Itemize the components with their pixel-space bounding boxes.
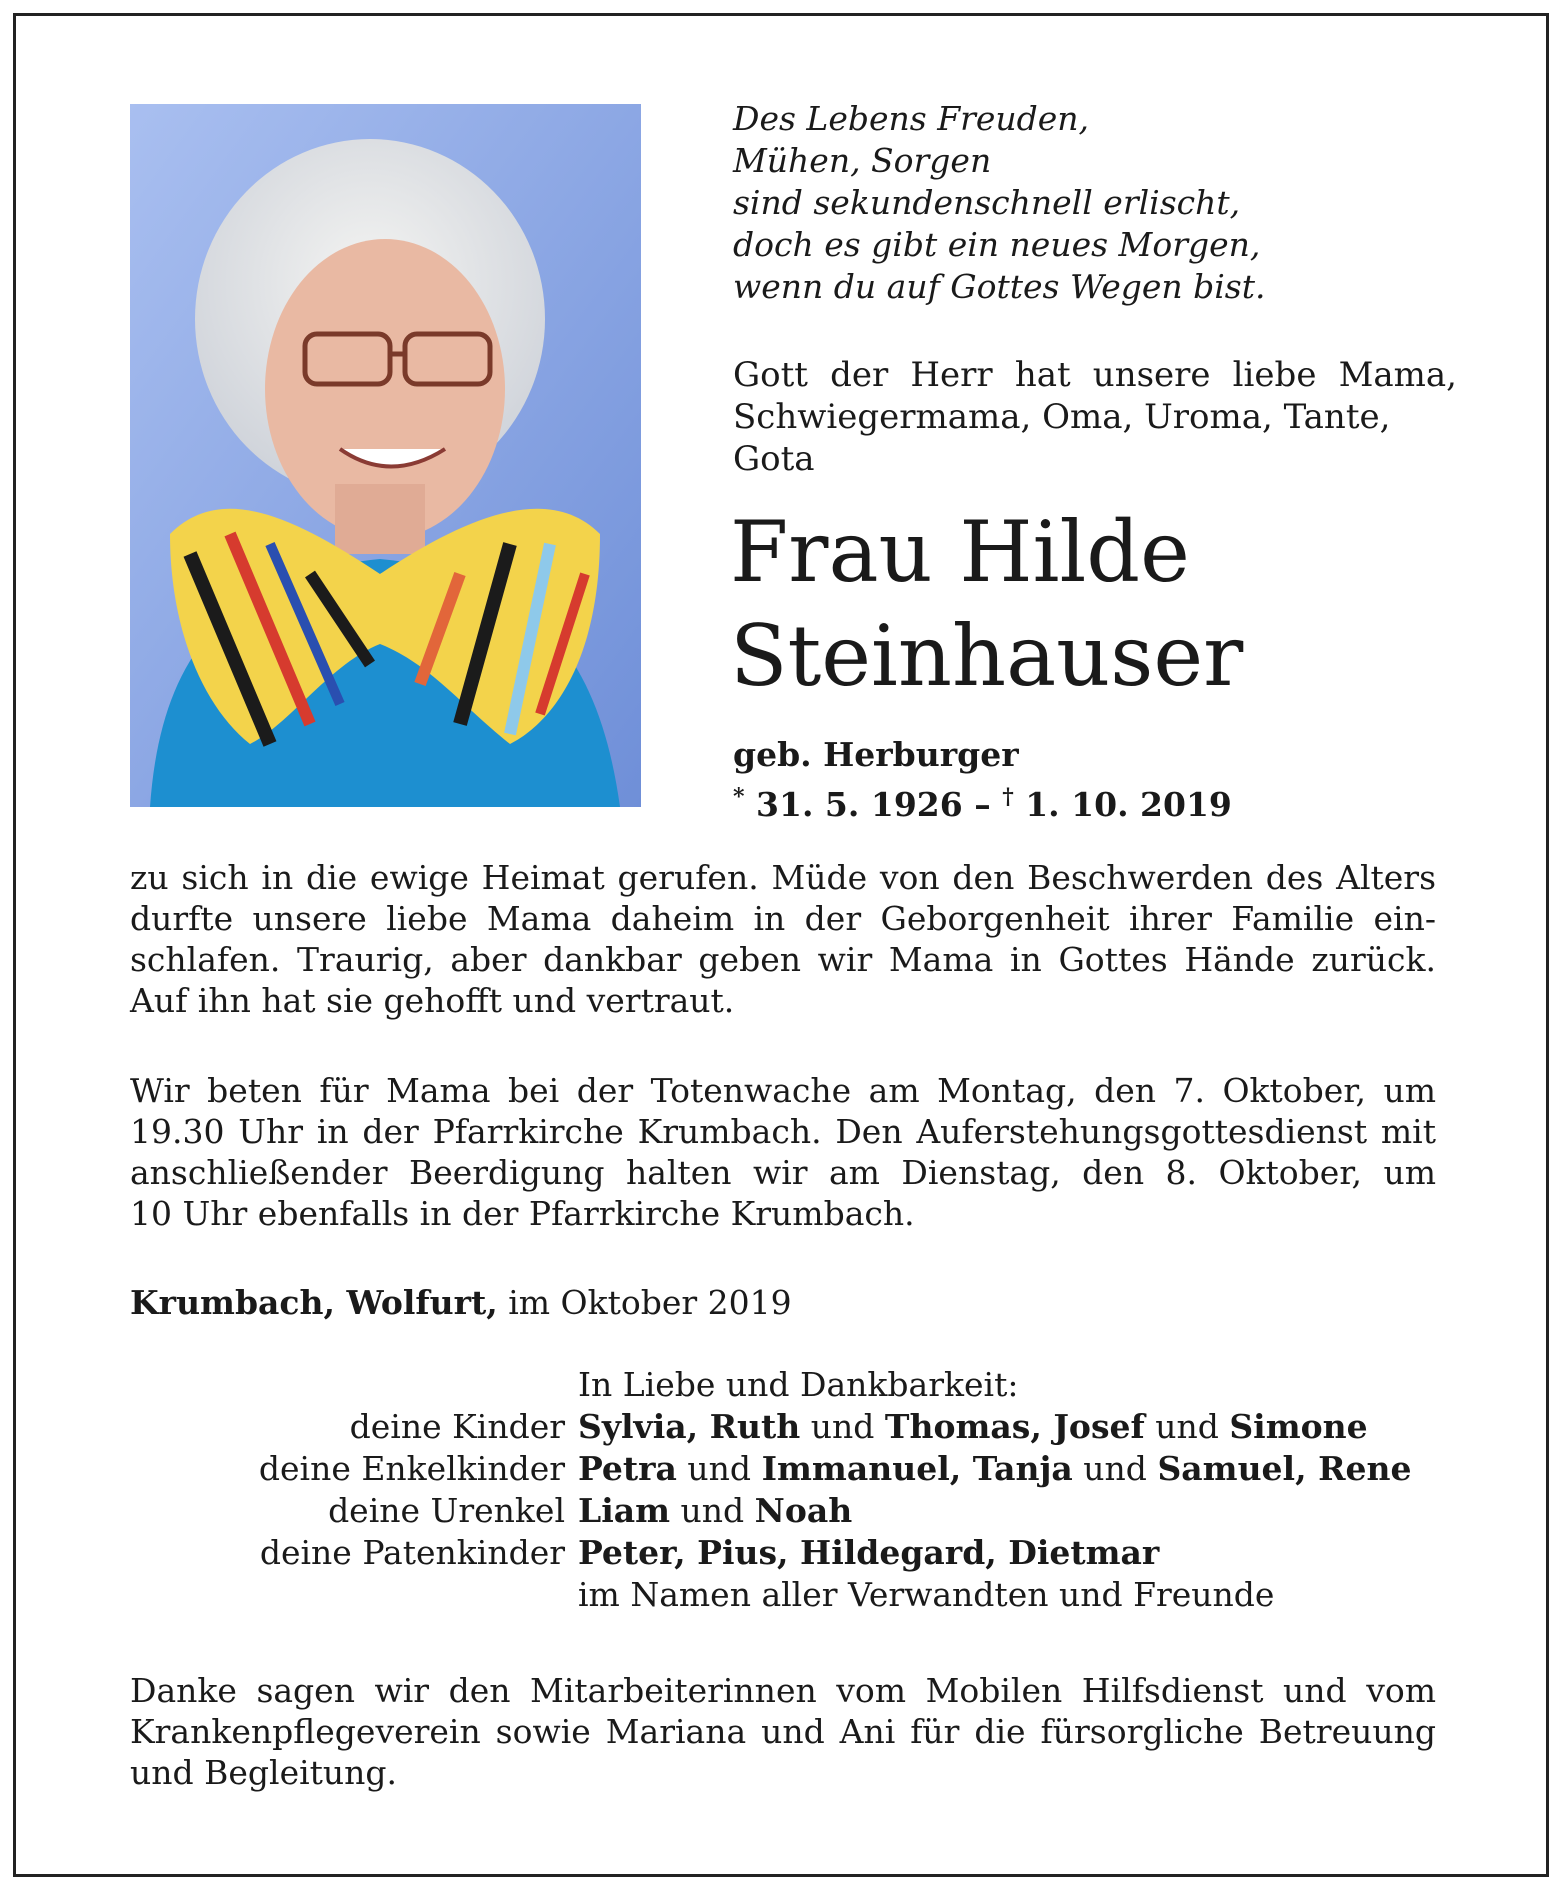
- paragraph-line: 19.30 Uhr in der Pfarrkirche Krumbach. Den Auferstehungsgottesdienst mit: [130, 1112, 1436, 1151]
- paragraph-line: Auf ihn hat sie gehofft und vertraut.: [130, 981, 735, 1020]
- paragraph-line: schlafen. Traurig, aber dankbar geben wir Mama in Gottes Hände zurück.: [130, 940, 1436, 979]
- death-symbol: †: [1002, 784, 1014, 810]
- intro-line: Schwiegermama, Oma, Uroma, Tante, Gota: [733, 397, 1391, 479]
- paragraph-line: Krankenpflegeverein sowie Mariana und Ani für die fürsorgliche Betreuung: [130, 1712, 1436, 1751]
- paragraph-announcement: [130, 857, 1436, 1021]
- paragraph-service: [130, 1070, 1436, 1234]
- conjunction: und: [676, 1449, 762, 1488]
- birth-date: 31. 5. 1926: [756, 785, 963, 824]
- name-group: Samuel, Rene: [1157, 1449, 1412, 1488]
- life-dates: [733, 776, 1433, 826]
- birth-info: [733, 734, 1433, 826]
- paragraph-thanks: [130, 1670, 1436, 1793]
- paragraph-line: 10 Uhr ebenfalls in der Pfarrkirche Krumbach.: [130, 1194, 915, 1233]
- paragraph-line: anschließender Beerdigung halten wir am Dienstag, den 8. Oktober, um: [130, 1153, 1436, 1192]
- paragraph-line: Wir beten für Mama bei der Totenwache am Montag, den 7. Oktober, um: [130, 1071, 1436, 1110]
- birth-name: geb. Herburger: [733, 735, 1019, 774]
- conjunction: und: [800, 1407, 885, 1446]
- death-date: 1. 10. 2019: [1025, 785, 1232, 824]
- family-label: deine Urenkel: [328, 1491, 565, 1530]
- poem-line: Mühen, Sorgen: [733, 141, 992, 180]
- place-names: Krumbach, Wolfurt,: [130, 1283, 498, 1322]
- closing-text: im Namen aller Verwandten und Freunde: [578, 1575, 1275, 1614]
- conjunction: und: [1144, 1407, 1230, 1446]
- name-group: Petra: [578, 1449, 677, 1488]
- name-group: Sylvia, Ruth: [578, 1407, 801, 1446]
- name-group: Simone: [1229, 1407, 1368, 1446]
- family-label: deine Kinder: [349, 1407, 565, 1446]
- family-label: deine Patenkinder: [259, 1533, 565, 1572]
- name-group: Thomas, Josef: [884, 1407, 1145, 1446]
- poem-line: doch es gibt ein neues Morgen,: [733, 225, 1261, 264]
- poem: [733, 98, 1453, 308]
- family-names: [578, 1448, 1411, 1490]
- family-names: [578, 1490, 852, 1532]
- name-line-first: Frau Hilde: [730, 503, 1190, 601]
- conjunction: und: [1072, 1449, 1158, 1488]
- family-label: deine Enkelkinder: [258, 1449, 565, 1488]
- family-names: [578, 1406, 1368, 1448]
- name-line-last: Steinhauser: [730, 607, 1244, 705]
- intro-text: [733, 354, 1457, 480]
- portrait-photo: [130, 104, 641, 807]
- poem-line: sind sekundenschnell erlischt,: [733, 183, 1241, 222]
- conjunction: und: [670, 1491, 755, 1530]
- poem-line: Des Lebens Freuden,: [733, 99, 1090, 138]
- signoff: In Liebe und Dankbarkeit:: [578, 1365, 1019, 1404]
- deceased-name: [730, 500, 1490, 708]
- paragraph-line: und Begleitung.: [130, 1753, 398, 1792]
- name-group: Liam: [578, 1491, 671, 1530]
- intro-line: Gott der Herr hat unsere liebe Mama,: [733, 355, 1457, 395]
- birth-symbol: *: [733, 784, 745, 810]
- name-group: Noah: [754, 1491, 853, 1530]
- name-group: Immanuel, Tanja: [761, 1449, 1073, 1488]
- place-date: [130, 1282, 792, 1323]
- paragraph-line: durfte unsere liebe Mama daheim in der Geborgenheit ihrer Familie ein-: [130, 899, 1436, 938]
- paragraph-line: zu sich in die ewige Heimat gerufen. Müde von den Beschwerden des Alters: [130, 858, 1436, 897]
- poem-line: wenn du auf Gottes Wegen bist.: [733, 267, 1266, 306]
- name-group: Peter, Pius, Hildegard, Dietmar: [578, 1533, 1160, 1572]
- paragraph-line: Danke sagen wir den Mitarbeiterinnen vom Mobilen Hilfsdienst und vom: [130, 1671, 1436, 1710]
- date-dash: –: [962, 785, 1003, 824]
- portrait-illustration: [130, 104, 641, 807]
- family-names: [578, 1532, 1159, 1574]
- place-month: im Oktober 2019: [497, 1283, 792, 1322]
